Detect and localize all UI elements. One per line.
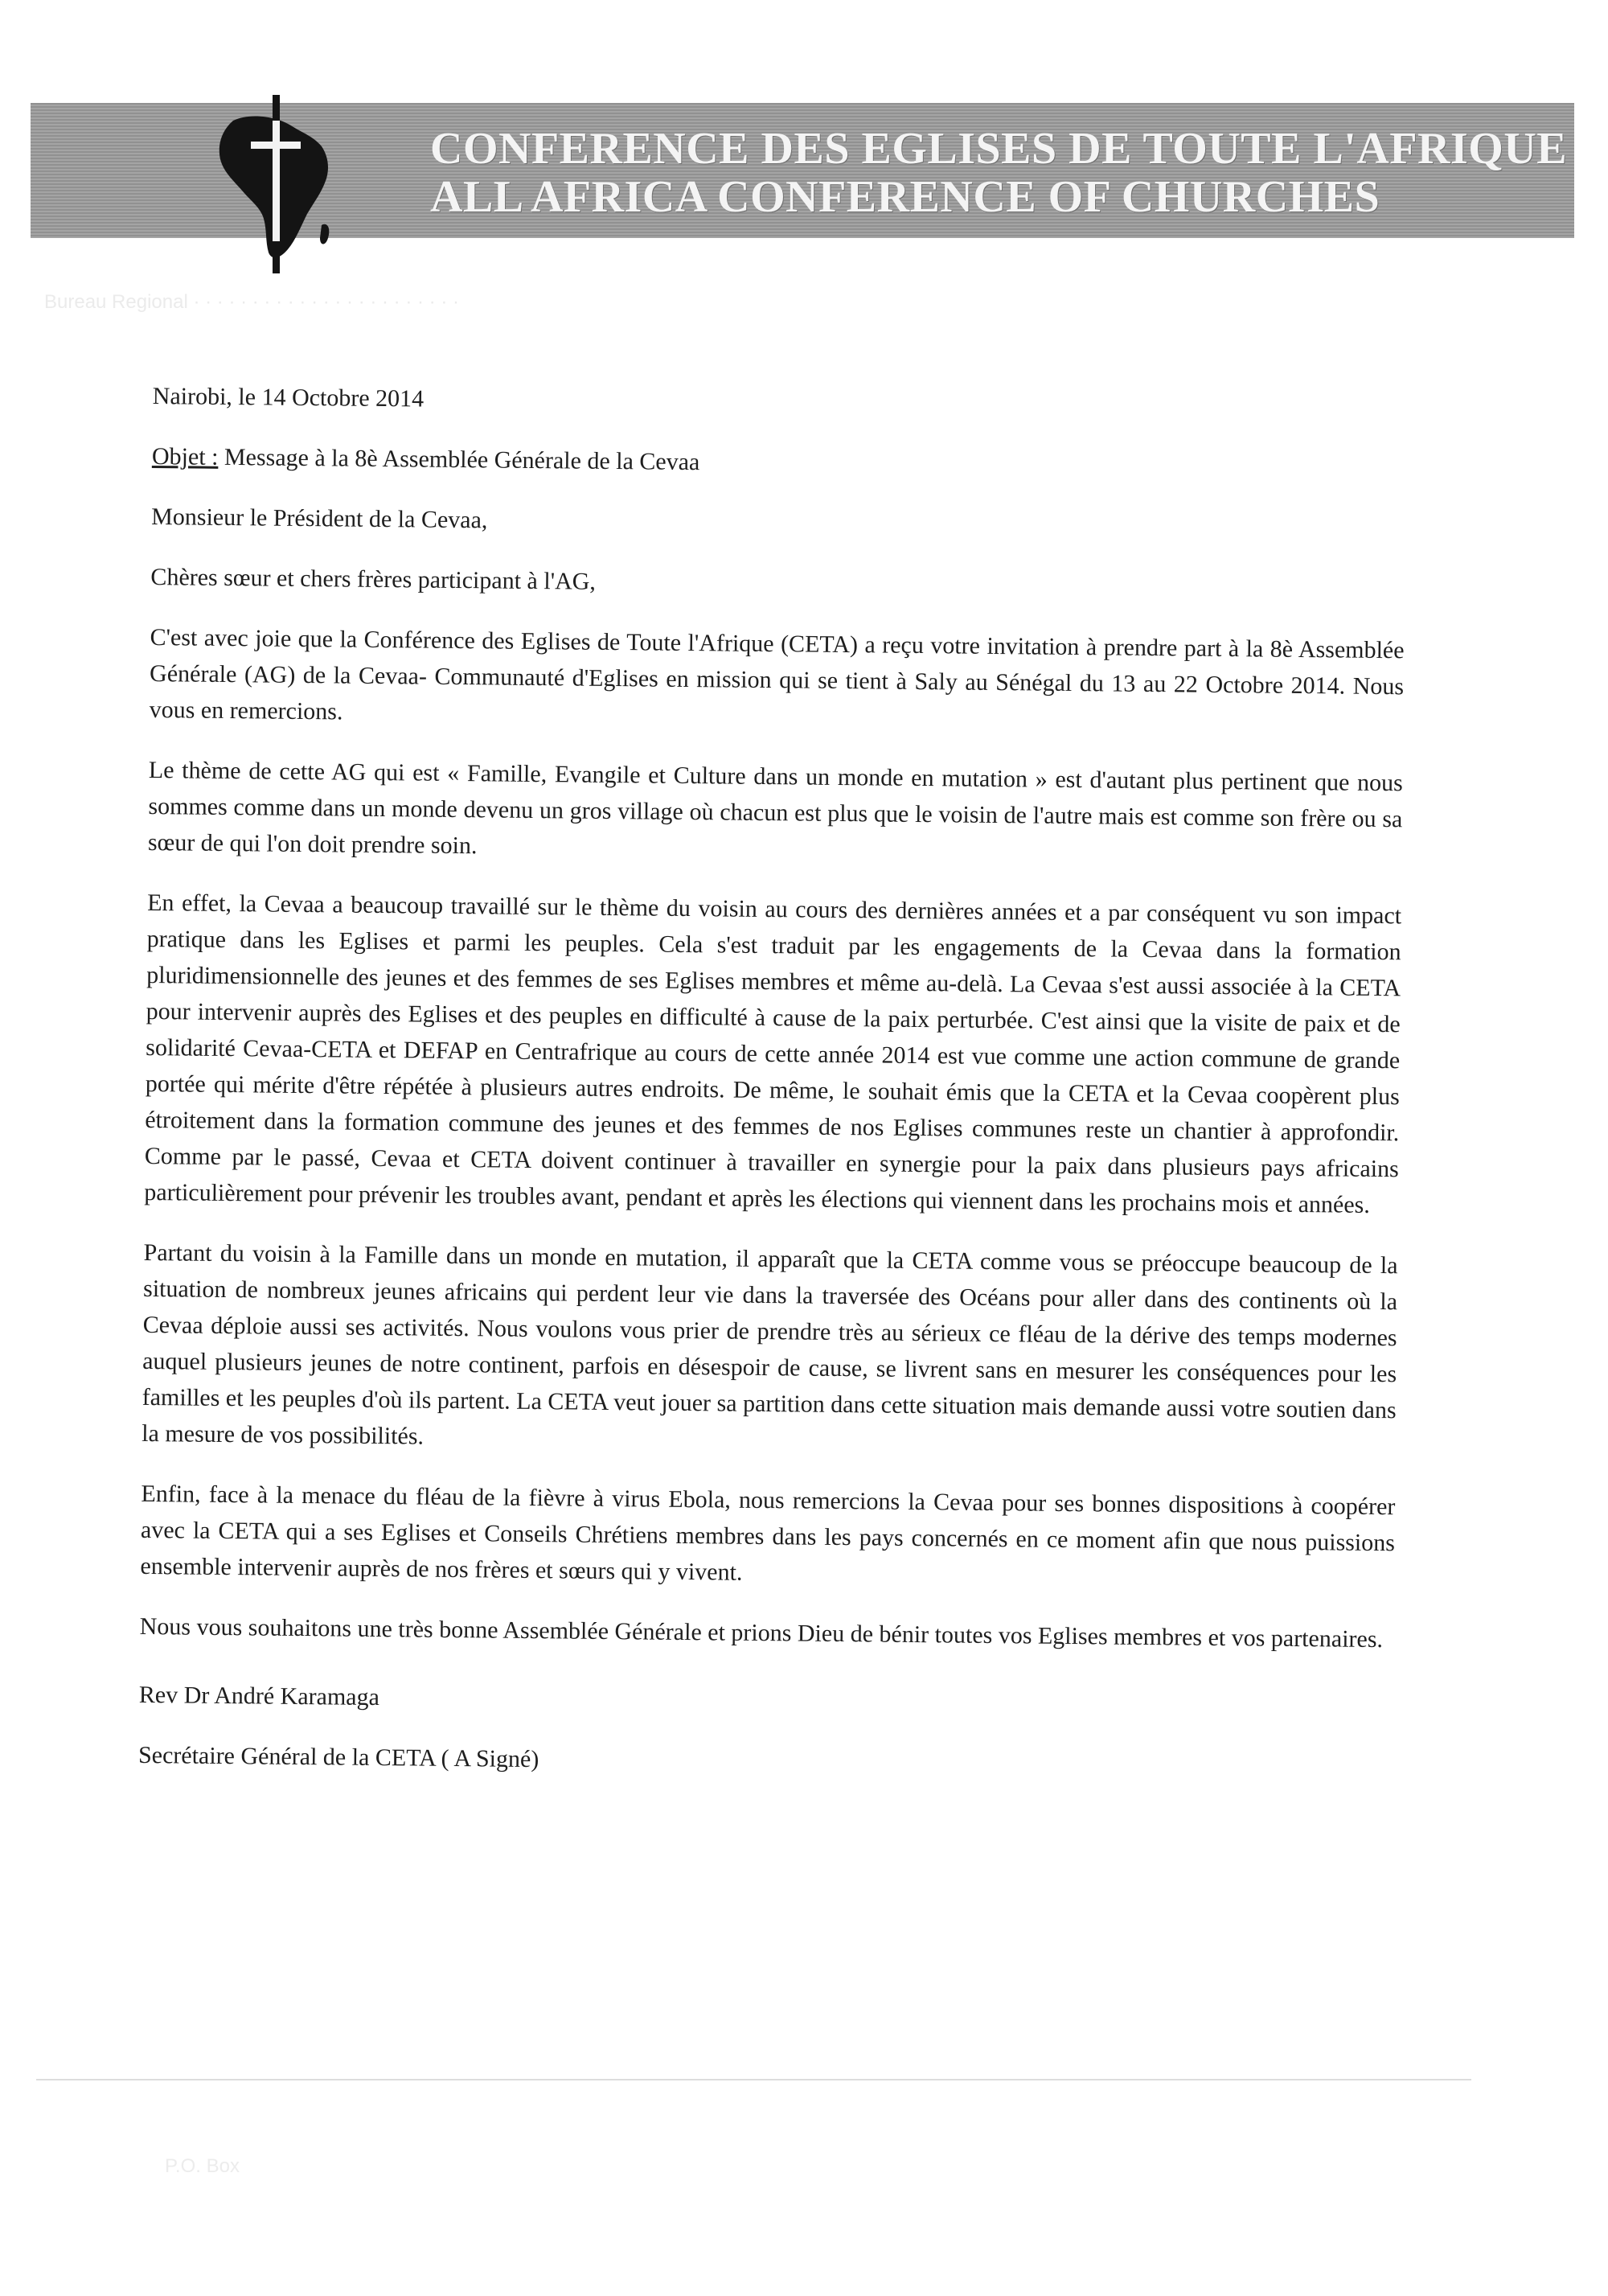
org-name-english: ALL AFRICA CONFERENCE OF CHURCHES — [430, 172, 1380, 222]
subject-text: Message à la 8è Assemblée Générale de la Cevaa — [224, 443, 700, 476]
letter-body — [138, 378, 1407, 1810]
letterhead-address: Bureau Regional · · · · · · · · · · · · · · · · · · · · · · · — [44, 291, 459, 313]
paragraph-invitation: C'est avec joie que la Conférence des Eglises de Toute l'Afrique (CETA) a reçu votre invitation à prendre part à la 8è Assemblée Générale (AG) de la Cevaa- Communauté d'Eglises en mission qui se tient à Saly au Sénégal du 13 au 22 Octobre 2014. Nous vous en remercions. — [149, 623, 1405, 725]
subject-label: Objet : — [151, 442, 219, 470]
footer-text: P.O. Box — [165, 2155, 240, 2177]
salutation-president: Monsieur le Président de la Cevaa, — [151, 503, 488, 534]
africa-map-cross-icon — [201, 88, 354, 277]
paragraph-closing: Nous vous souhaitons une très bonne Assemblée Générale et prions Dieu de bénir toutes vos Eglises membres et vos partenaires. — [139, 1612, 1384, 1653]
letter-date: Nairobi, le 14 Octobre 2014 — [152, 382, 425, 413]
org-name-french: CONFERENCE DES EGLISES DE TOUTE L'AFRIQUE — [430, 124, 1568, 174]
salutation-participants: Chères sœur et chers frères participant à l'AG, — [150, 563, 597, 595]
footer-divider — [36, 2079, 1471, 2080]
paragraph-theme: Le thème de cette AG qui est « Famille, Evangile et Culture dans un monde en mutation » est d'autant plus pertinent que nous sommes comme dans un monde devenu un gros village où chacun est plus que le voisin de l'autre mais est comme son frère ou sa sœur de qui l'on doit prendre soin. — [147, 756, 1403, 860]
letter-subject — [152, 438, 1406, 487]
signatory-title: Secrétaire Général de la CETA ( A Signé) — [137, 1741, 539, 1773]
paragraph-ebola: Enfin, face à la menace du fléau de la fièvre à virus Ebola, nous remercions la Cevaa pour ses bonnes dispositions à coopérer avec la CETA qui a ses Eglises et Conseils Chrétiens membres dans les pays concernés en ce moment afin que nous puissions ensemble intervenir auprès de nos frères et sœurs qui y vivent. — [140, 1480, 1396, 1586]
signatory-name: Rev Dr André Karamaga — [138, 1681, 380, 1711]
paragraph-migration: Partant du voisin à la Famille dans un monde en mutation, il apparaît que la CETA comme vous se préoccupe beaucoup de la situation de nombreux jeunes africains qui perdent leur vie dans la traversée des Océans pour aller dans des continents où la Cevaa déploie aussi ses activités. Nous voulons vous prier de prendre très au sérieux ce fléau de la dérive des temps modernes auquel plusieurs jeunes de notre continent, parfois en désespoir de cause, se livrent sans en mesurer les conséquences pour les familles et les peuples d'où ils partent. La CETA veut jouer sa partition dans cette situation mais demande aussi votre soutien dans la mesure de vos possibilités. — [142, 1238, 1398, 1450]
paragraph-cooperation: En effet, la Cevaa a beaucoup travaillé sur le thème du voisin au cours des dernières années et a par conséquent vu son impact pratique dans les Eglises et parmi les peuples. Cela s'est traduit par les engagements de la Cevaa dans la formation pluridimensionnelle des jeunes et des femmes de ses Eglises membres et même au-delà. La Cevaa s'est aussi associée à la CETA pour intervenir auprès des Eglises et des peuples en difficulté à cause de la paix perturbée. C'est ainsi que la visite de paix et de solidarité Cevaa-CETA et DEFAP en Centrafrique au cours de cette année 2014 est vue comme une action commune de grande portée qui mérite d'être répétée à plusieurs autres endroits. De même, le souhait émis que la CETA et la Cevaa coopèrent plus étroitement dans la formation commune des jeunes et des femmes de nos Eglises communes reste un chantier à approfondir. Comme par le passé, Cevaa et CETA doivent continuer à travailler en synergie pour la paix dans plusieurs pays africains particulièrement pour prévenir les troubles avant, pendant et après les élections qui viennent dans les prochains mois et années. — [144, 889, 1402, 1218]
